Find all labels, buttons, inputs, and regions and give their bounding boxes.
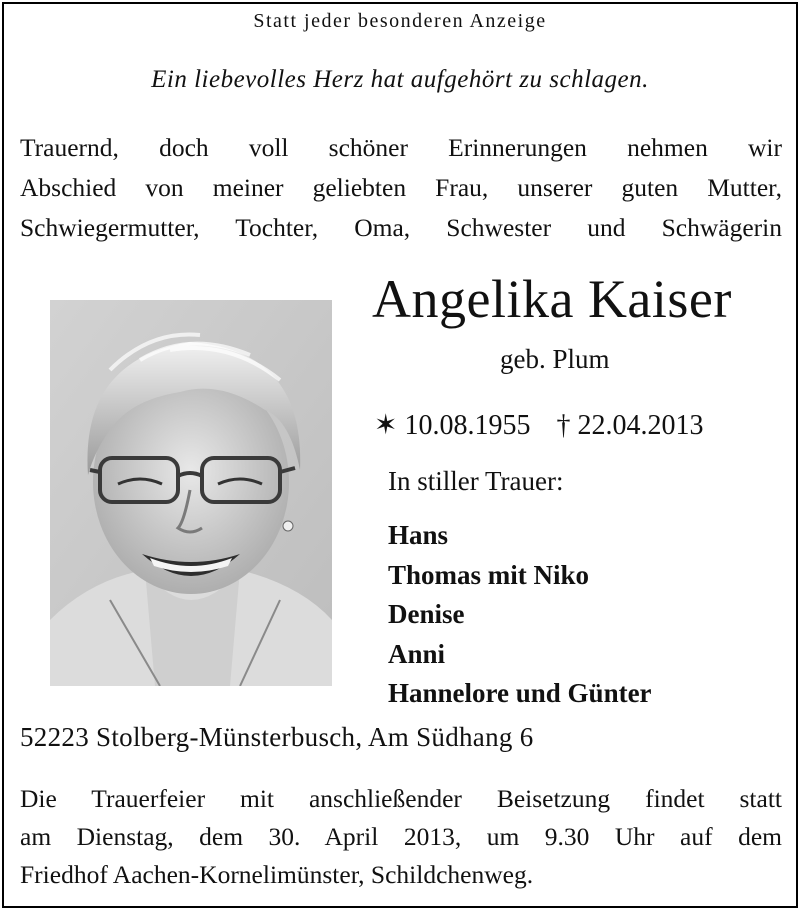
mourning-label: In stiller Trauer:	[388, 466, 564, 496]
intro-text	[20, 128, 782, 248]
ceremony-line: am Dienstag, dem 30. April 2013, um 9.30 Uhr auf dem	[20, 822, 782, 851]
life-dates	[374, 408, 703, 442]
intro-line: Schwiegermutter, Tochter, Oma, Schwester und Schwägerin	[20, 213, 782, 242]
maiden-name: geb. Plum	[500, 344, 610, 374]
ceremony-line: Friedhof Aachen-Kornelimünster, Schildchenweg.	[20, 860, 534, 889]
obituary-notice	[2, 2, 798, 908]
death-date: † 22.04.2013	[556, 410, 704, 441]
deceased-name: Angelika Kaiser	[372, 269, 732, 329]
family-address: 52223 Stolberg-Münsterbusch, Am Südhang 6	[20, 722, 534, 752]
notice-header: Statt jeder besonderen Anzeige	[253, 10, 547, 32]
intro-line: Abschied von meiner geliebten Frau, unserer guten Mutter,	[20, 173, 782, 202]
mourner-name: Thomas mit Niko	[388, 559, 590, 590]
mourner-name: Hannelore und Günter	[388, 678, 652, 708]
ceremony-text	[20, 780, 782, 894]
portrait-image	[50, 300, 332, 686]
notice-motto: Ein liebevolles Herz hat aufgehört zu schlagen.	[151, 66, 649, 93]
intro-line: Trauernd, doch voll schöner Erinnerungen nehmen wir	[20, 133, 782, 162]
mourner-name: Anni	[388, 638, 446, 669]
mourner-name: Hans	[388, 520, 449, 550]
mourners-list	[388, 516, 652, 714]
birth-date: ✶ 10.08.1955	[374, 410, 531, 441]
ceremony-line: Die Trauerfeier mit anschließender Beisetzung findet statt	[20, 784, 782, 813]
portrait-photo	[50, 300, 332, 686]
mourner-name: Denise	[388, 599, 465, 629]
